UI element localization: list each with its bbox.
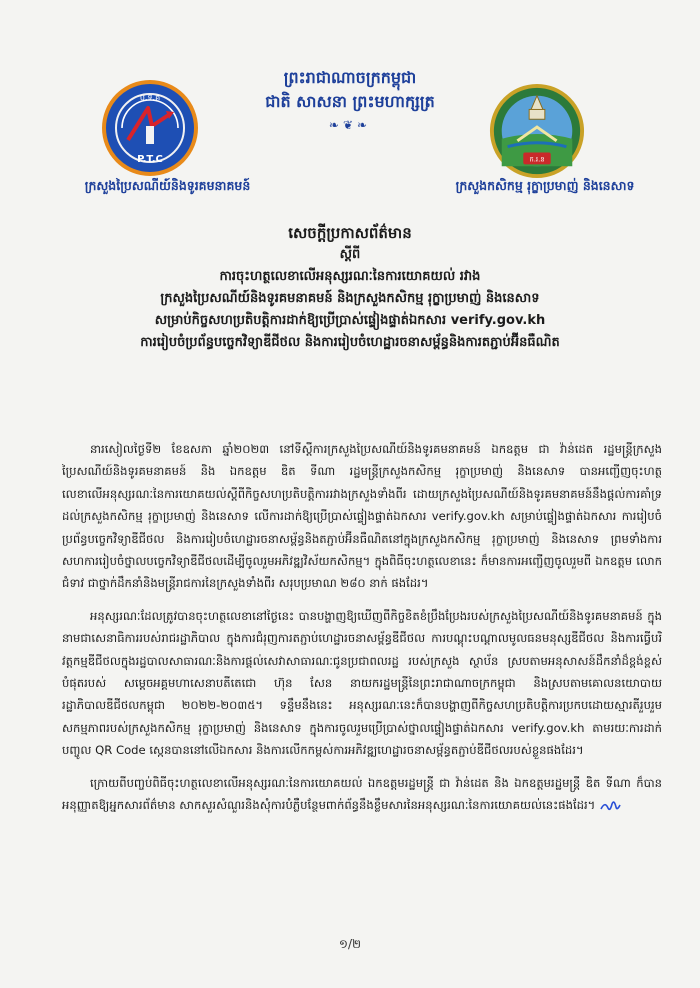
tricolon-ornament: ❧❦❧ (328, 118, 372, 132)
title-line-5: សម្រាប់កិច្ចសហប្រតិបត្តិការដាក់ឱ្យប្រើប្រាស់ផ្ទៀងផ្ទាត់ឯកសារ verify.gov.kh (154, 313, 546, 328)
title-line-2: ស្ដីពី (339, 247, 361, 262)
body-paragraph-2: អនុស្សរណៈដែលត្រូវបានចុះហត្ថលេខានៅថ្ងៃនេះ បានបង្ហាញឱ្យឃើញពីកិច្ចខិតខំប្រឹងប្រែងរបស់ក្រសួងប្រៃសណីយ៍និងទូរគមនាគមន៍ ក្នុងនាមជាសេនាធិការរបស់រាជរដ្ឋាភិបាល ក្នុងការជំរុញការតភ្ជាប់ហេដ្ឋារចនាសម្ព័ន្ធឌីជីថល ការបណ្ដុះបណ្ដាលមូលធនមនុស្សឌីជីថល និងការធ្វើបរិវត្តកម្មឌីជីថលក្នុងរដ្ឋបាលសាធារណៈនិងការផ្ដល់សេវាសាធារណៈជូនប្រជាពលរដ្ឋ របស់ក្រសួង ស្ថាប័ន ស្របតាមអនុសាសន៍ដឹកនាំដ៏ខ្ពង់ខ្ពស់បំផុតរបស់ សម្ដេចអគ្គមហាសេនាបតីតេជោ ហ៊ុន សែន នាយករដ្ឋមន្ត្រីនៃព្រះរាជាណាចក្រកម្ពុជា និងស្របតាមគោលនយោបាយរដ្ឋាភិបាលឌីជីថលកម្ពុជា ២០២២-២០៣៥។ ទន្ទឹមនឹងនេះ អនុស្សរណៈនេះក៏បានបង្ហាញពីកិច្ចសហប្រតិបត្តិការប្រកបដោយស្មារតីរួបរួមសកម្មភាពរបស់ក្រសួងកសិកម្ម រុក្ខាប្រមាញ់ និងនេសាទ ក្នុងការចូលរួមប្រើប្រាស់ថ្នាលផ្ទៀងផ្ទាត់ឯកសារ verify.gov.kh តាមរយៈការដាក់បញ្ចូល QR Code ស្កេនបាននៅលើឯកសារ និងការលើកកម្ពស់ការអភិវឌ្ឍហេដ្ឋារចនាសម្ព័ន្ធតភ្ជាប់ឌីជីថលរបស់ខ្លួនផងដែរ។ (62, 608, 662, 758)
title-line-3: ការចុះហត្ថលេខាលើអនុស្សរណៈនៃការយោគយល់ រវាង (219, 269, 481, 284)
national-motto: ជាតិ សាសនា ព្រះមហាក្សត្រ (265, 92, 435, 111)
press-release-title (40, 222, 660, 354)
body-paragraph-1: នារសៀលថ្ងៃទី២ ខែឧសភា ឆ្នាំ២០២៣ នៅទីស្ដីការក្រសួងប្រៃសណីយ៍និងទូរគមនាគមន៍ ឯកឧត្ដម ជា វ៉ាន់ដេត រដ្ឋមន្ត្រីក្រសួងប្រៃសណីយ៍និងទូរគមនាគមន៍ និង ឯកឧត្ដម ឌិត ទីណា រដ្ឋមន្ត្រីក្រសួងកសិកម្ម រុក្ខាប្រមាញ់ និងនេសាទ បានអញ្ជើញចុះហត្ថលេខាលើអនុស្សរណៈនៃការយោគយល់ស្ដីពីកិច្ចសហប្រតិបត្តិការរវាងក្រសួងទាំងពីរ ដោយក្រសួងប្រៃសណីយ៍និងទូរគមនាគមន៍នឹងផ្ដល់ការគាំទ្រដល់ក្រសួងកសិកម្ម រុក្ខាប្រមាញ់ និងនេសាទ លើការដាក់ឱ្យប្រើប្រាស់ផ្ទៀងផ្ទាត់ឯកសារ verify.gov.kh សម្រាប់ផ្ទៀងផ្ទាត់ឯកសារ ការរៀបចំប្រព័ន្ធបច្ចេកវិទ្យាឌីជីថល និងការរៀបចំហេដ្ឋារចនាសម្ព័ន្ធនិងតភ្ជាប់អ៊ីនធឺណិតនៅក្នុងក្រសួងកសិកម្ម រុក្ខាប្រមាញ់ និងនេសាទ ព្រមទាំងការសហការរៀបចំថ្នាលបច្ចេកវិទ្យាឌីជីថលដើម្បីចូលរួមអភិវឌ្ឍវិស័យកសិកម្ម។ ក្នុងពិធីចុះហត្ថលេខានេះ ក៏មានការអញ្ជើញចូលរួមពី ឯកឧត្ដម លោកជំទាវ ជាថ្នាក់ដឹកនាំនិងមន្ត្រីរាជការនៃក្រសួងទាំងពីរ សរុបប្រមាណ ២៨០ នាក់ ផងដែរ។ (62, 442, 662, 591)
ptc-logo (100, 78, 200, 178)
body-paragraph-3: ក្រោយពីបញ្ចប់ពិធីចុះហត្ថលេខាលើអនុស្សរណៈនៃការយោគយល់ ឯកឧត្ដមរដ្ឋមន្ត្រី ជា វ៉ាន់ដេត និង ឯកឧត្ដមរដ្ឋមន្ត្រី ឌិត ទីណា ក៏បានអនុញ្ញាតឱ្យអ្នកសារព័ត៌មាន សាកសួរសំណួរនិងសុំការបំភ្លឺបន្ថែមពាក់ព័ន្ធនឹងខ្លឹមសារនៃអនុស្សរណៈនៃការយោគយល់នេះផងដែរ។ (62, 775, 662, 813)
ministry-left-name: ក្រសួងប្រៃសណីយ៍និងទូរគមនាគមន៍ (84, 178, 251, 193)
kingdom-heading (200, 66, 500, 114)
initial-signature-mark (599, 799, 621, 813)
body-paragraph-3-wrap (62, 772, 662, 817)
ptc-logo-top-label: ប.ទ.គ (139, 93, 161, 102)
title-line-6: ការរៀបចំប្រព័ន្ធបច្ចេកវិទ្យាឌីជីថល និងការរៀបចំហេដ្ឋារចនាសម្ព័ន្ធនិងការតភ្ជាប់អ៊ីនធឺណិត (140, 335, 560, 350)
ministry-right-name: ក្រសួងកសិកម្ម រុក្ខាប្រមាញ់ និងនេសាទ (455, 178, 635, 193)
title-line-4: ក្រសួងប្រៃសណីយ៍និងទូរគមនាគមន៍ និងក្រសួងកសិកម្ម រុក្ខាប្រមាញ់ និងនេសាទ (160, 291, 540, 306)
kingdom-name: ព្រះរាជាណាចក្រកម្ពុជា (283, 68, 417, 87)
maff-logo (488, 82, 586, 180)
title-line-1: សេចក្ដីប្រកាសព័ត៌មាន (288, 224, 412, 242)
letterhead (0, 0, 700, 200)
maff-logo-label: ក.រ.ន (529, 155, 545, 164)
page-number: ១/២ (338, 937, 362, 951)
ptc-logo-label: P.T.C (137, 154, 163, 165)
press-release-body (62, 438, 662, 827)
